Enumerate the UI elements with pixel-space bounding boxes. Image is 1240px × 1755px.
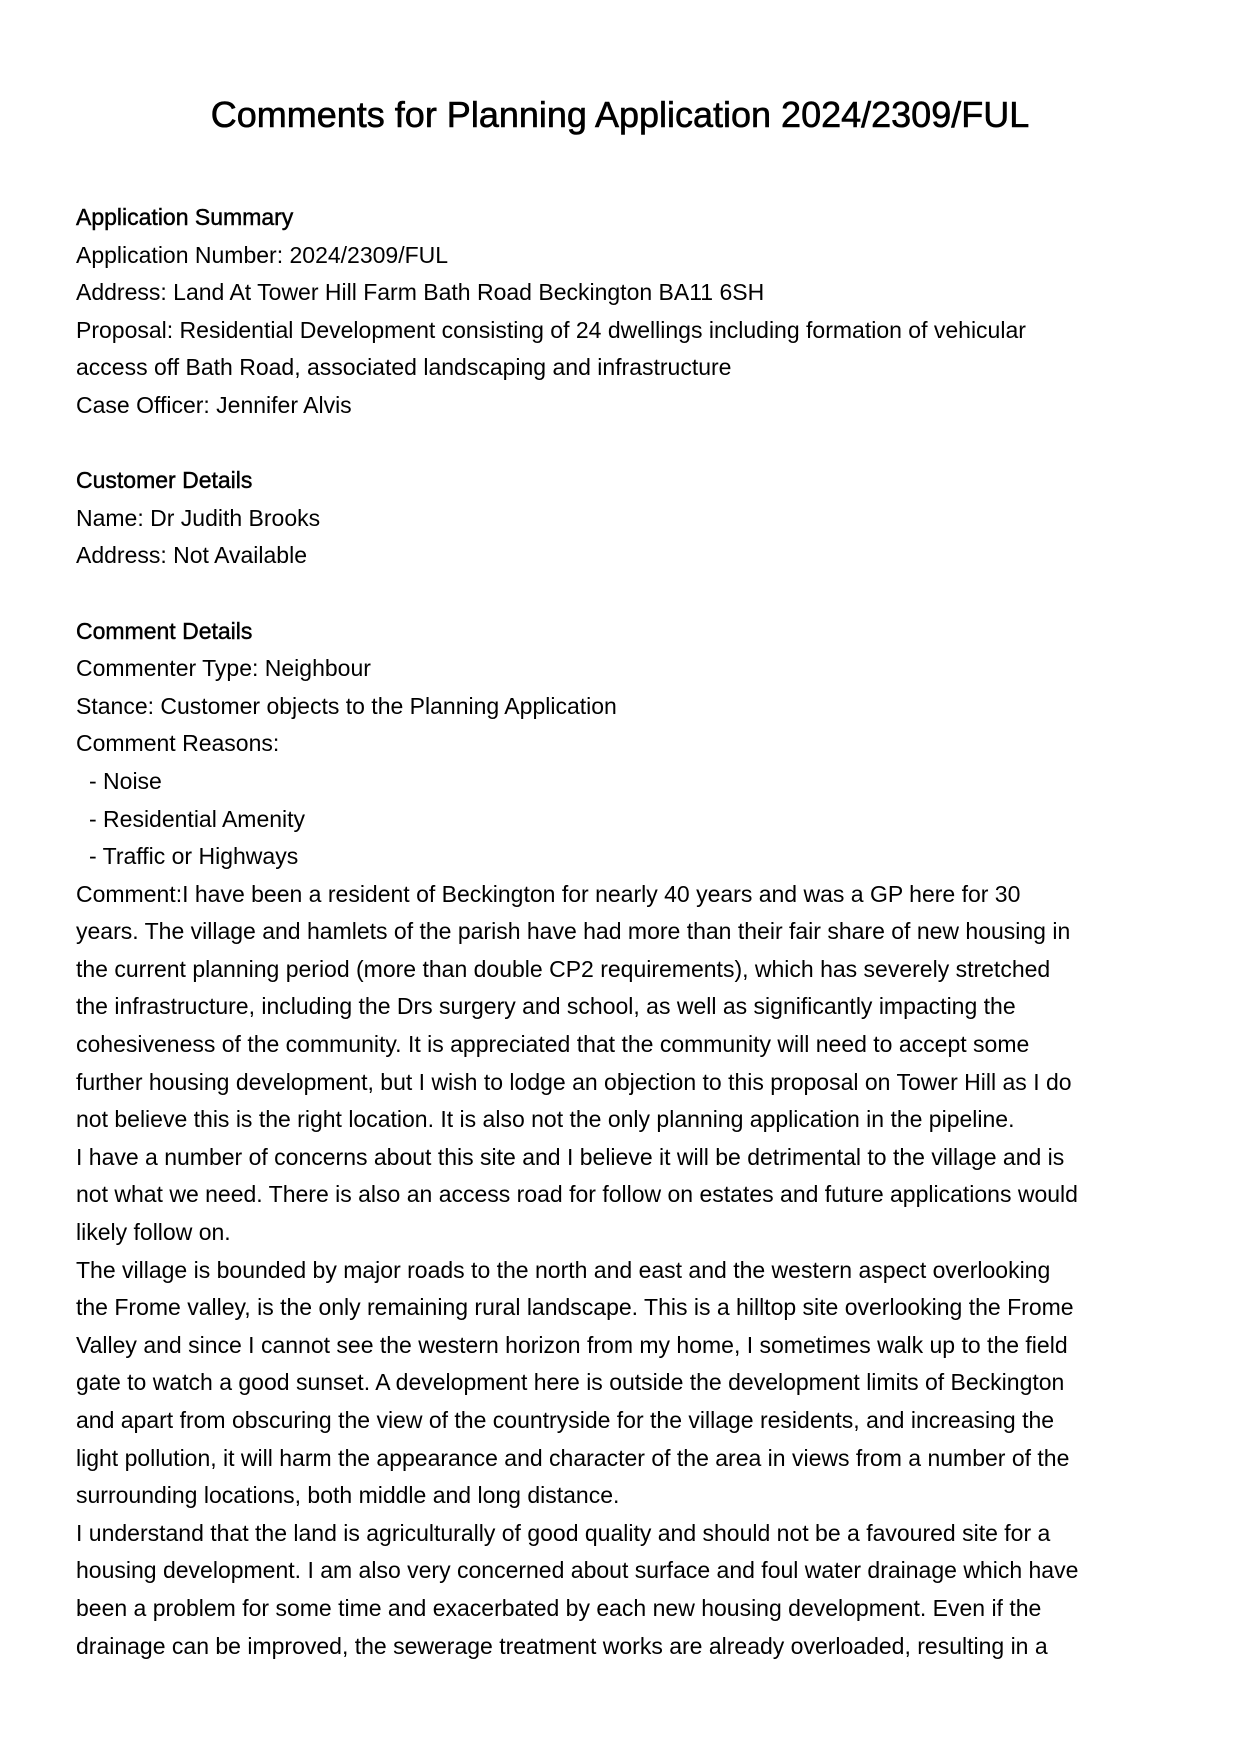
proposal-line-2: access off Bath Road, associated landscaping and infrastructure: [76, 354, 732, 381]
section-heading: Application Summary: [76, 204, 294, 230]
stance: Stance: Customer objects to the Planning Application: [76, 692, 617, 719]
comment-line: drainage can be improved, the sewerage treatment works are already overloaded, resulting in a: [76, 1632, 1048, 1659]
section-heading: Customer Details: [76, 467, 253, 494]
comment-reasons-label: Comment Reasons:: [76, 730, 280, 757]
customer-name: Name: Dr Judith Brooks: [76, 504, 321, 531]
comment-line: the infrastructure, including the Drs surgery and school, as well as significantly impacting the: [76, 993, 1016, 1020]
commenter-type: Commenter Type: Neighbour: [76, 655, 371, 682]
comment-line: the current planning period (more than double CP2 requirements), which has severely stretched: [76, 955, 1051, 982]
comment-text: [76, 876, 1176, 1665]
section-heading: Comment Details: [76, 617, 253, 644]
comment-reason-item: - Traffic or Highways: [89, 843, 299, 870]
comment-line: and apart from obscuring the view of the countryside for the village residents, and increasing the: [76, 1407, 1055, 1433]
comment-line: cohesiveness of the community. It is appreciated that the community will need to accept some: [76, 1031, 1030, 1058]
comment-line: light pollution, it will harm the appearance and character of the area in views from a number of the: [76, 1444, 1070, 1471]
document-body: [76, 199, 1176, 1665]
comment-reason-item: - Noise: [89, 767, 162, 794]
comment-line: surrounding locations, both middle and long distance.: [76, 1482, 620, 1509]
customer-details-section: [76, 462, 1176, 575]
comment-line: housing development. I am also very concerned about surface and foul water drainage which have: [76, 1557, 1079, 1584]
comment-details-section: [76, 613, 1176, 1666]
customer-address: Address: Not Available: [76, 542, 307, 569]
comment-line: not believe this is the right location. It is also not the only planning application in the pipeline.: [76, 1106, 1015, 1133]
section-spacer: [76, 425, 1176, 463]
application-address: Address: Land At Tower Hill Farm Bath Road Beckington BA11 6SH: [76, 279, 765, 306]
application-number: Application Number: 2024/2309/FUL: [76, 241, 449, 268]
comment-line: likely follow on.: [76, 1219, 231, 1246]
comment-line: Valley and since I cannot see the western horizon from my home, I sometimes walk up to the field: [76, 1331, 1068, 1358]
comment-line: years. The village and hamlets of the parish have had more than their fair share of new housing in: [76, 918, 1071, 945]
page-title: Comments for Planning Application 2024/2309/FUL: [210, 94, 1030, 135]
comment-line: I have a number of concerns about this site and I believe it will be detrimental to the village and is: [76, 1143, 1065, 1170]
comment-line: not what we need. There is also an access road for follow on estates and future applications would: [76, 1181, 1078, 1208]
comment-line: gate to watch a good sunset. A development here is outside the development limits of Beckington: [76, 1369, 1065, 1396]
proposal-line-1: Proposal: Residential Development consisting of 24 dwellings including formation of vehicular: [76, 316, 1026, 343]
case-officer: Case Officer: Jennifer Alvis: [76, 391, 352, 418]
section-spacer: [76, 575, 1176, 613]
comment-line: I understand that the land is agriculturally of good quality and should not be a favoured site for a: [76, 1519, 1051, 1546]
comment-reason-item: - Residential Amenity: [89, 805, 306, 832]
comment-line: been a problem for some time and exacerbated by each new housing development. Even if the: [76, 1594, 1042, 1621]
comment-line: the Frome valley, is the only remaining rural landscape. This is a hilltop site overlooking the Frome: [76, 1294, 1074, 1321]
comment-line: further housing development, but I wish to lodge an objection to this proposal on Tower Hill as I do: [76, 1068, 1072, 1095]
comment-line: Comment:I have been a resident of Beckington for nearly 40 years and was a GP here for 30: [76, 880, 1021, 907]
application-summary-section: [76, 199, 1176, 425]
comment-line: The village is bounded by major roads to the north and east and the western aspect overlooking: [76, 1256, 1051, 1283]
